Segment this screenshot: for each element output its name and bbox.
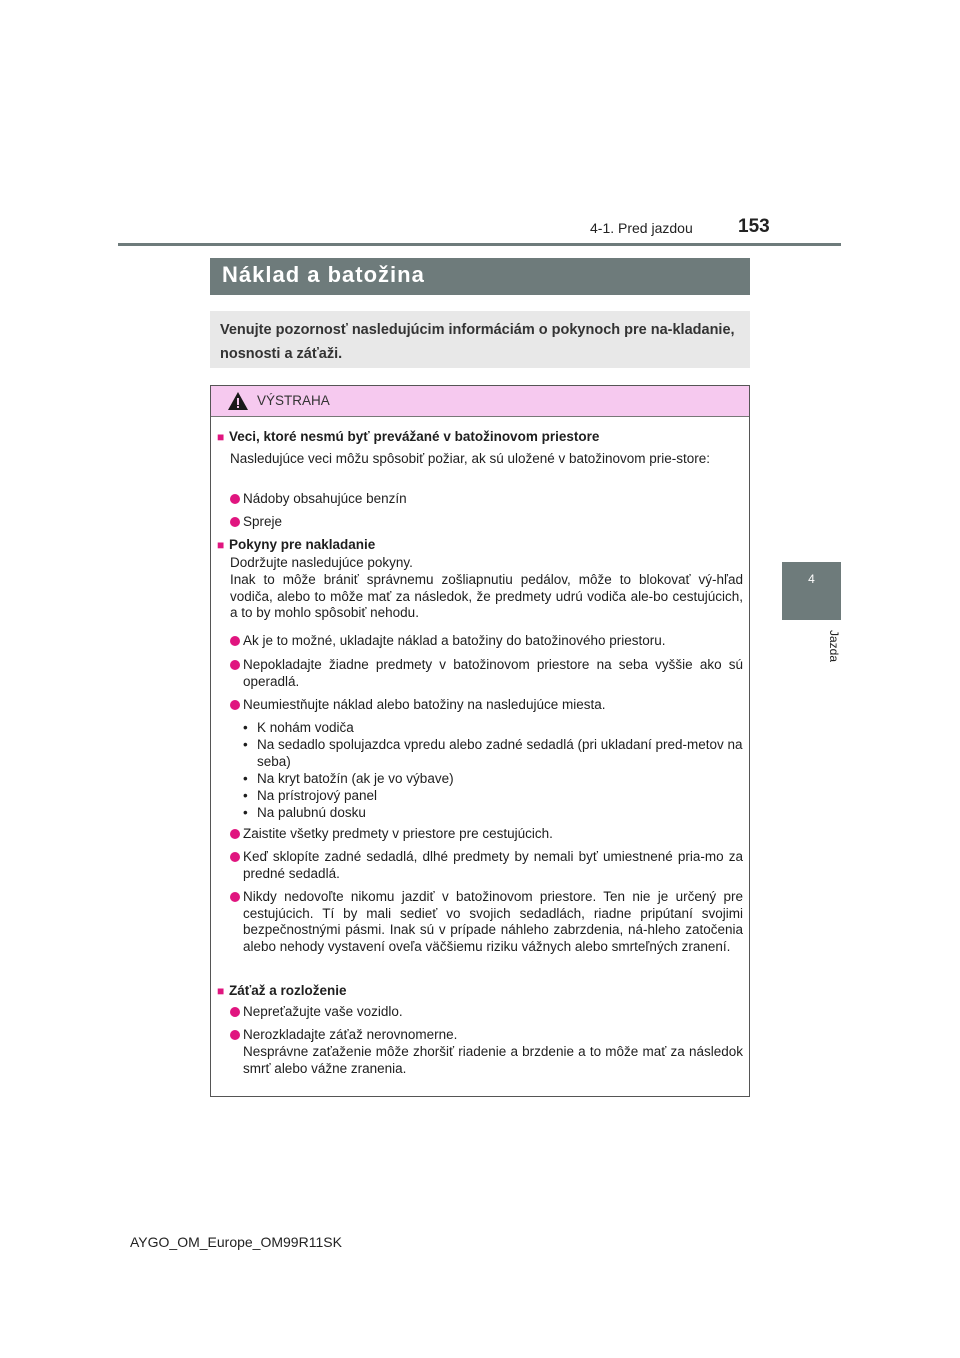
bullet-glyph: • <box>243 737 248 752</box>
dot-bullet-icon <box>230 852 240 862</box>
chapter-number: 4 <box>808 572 815 586</box>
list-item <box>230 1004 743 1021</box>
sub-list-item <box>243 788 743 805</box>
square-bullet-icon: ■ <box>217 430 225 444</box>
section-heading <box>217 983 347 1000</box>
bullet-glyph: • <box>243 771 248 786</box>
sub-list-text: Na sedadlo spolujazdca vpredu alebo zadné sedadlá (pri ukladaní pred-metov na seba) <box>257 737 743 769</box>
intro-text: Venujte pozornosť nasledujúcim informáciám o pokynoch pre na-kladanie, nosnosti a záťaži. <box>220 322 735 362</box>
sub-list-item <box>243 805 743 822</box>
dot-bullet-icon <box>230 660 240 670</box>
section-heading-text: Veci, ktoré nesmú byť prevážané v batožinovom priestore <box>229 429 600 444</box>
footer-doc-id: AYGO_OM_Europe_OM99R11SK <box>130 1234 342 1250</box>
header-rule <box>118 243 841 246</box>
list-item <box>230 1027 743 1044</box>
chapter-label: Jazda <box>827 630 841 663</box>
list-item <box>230 826 743 843</box>
list-item <box>230 633 743 650</box>
section-heading-text: Pokyny pre nakladanie <box>229 537 376 552</box>
bullet-glyph: • <box>243 805 248 820</box>
page-title-bar <box>210 258 750 295</box>
paragraph: Nasledujúce veci môžu spôsobiť požiar, ak sú uložené v batožinovom prie-store: <box>230 451 711 466</box>
section-heading-text: Záťaž a rozloženie <box>229 983 347 998</box>
list-item-text: Nepokladajte žiadne predmety v batožinovom priestore na seba vyššie ako sú operadlá. <box>243 657 743 689</box>
warning-icon <box>227 391 249 411</box>
list-item-text: Nádoby obsahujúce benzín <box>243 491 407 506</box>
section-heading <box>217 537 375 554</box>
bullet-glyph: • <box>243 720 248 735</box>
dot-bullet-icon <box>230 517 240 527</box>
dot-bullet-icon <box>230 636 240 646</box>
paragraph: Inak to môže brániť správnemu zošliapnutiu pedálov, môže to blokovať vý-hľad vodiča, alebo to môže mať za následok, že predmety udrú vodiča ale-bo cestujúcich, a to by mohlo spôsobiť nehodu. <box>230 572 743 621</box>
list-item-text: Nerozkladajte záťaž nerovnomerne. <box>243 1027 458 1042</box>
dot-bullet-icon <box>230 892 240 902</box>
list-item <box>230 849 743 882</box>
sub-list-text: Na prístrojový panel <box>257 788 378 803</box>
section-heading <box>217 429 599 446</box>
list-item <box>230 889 743 955</box>
square-bullet-icon: ■ <box>217 984 225 998</box>
dot-bullet-icon <box>230 494 240 504</box>
dot-bullet-icon <box>230 700 240 710</box>
list-item-text: Ak je to možné, ukladajte náklad a batožiny do batožinového priestoru. <box>243 633 666 648</box>
dot-bullet-icon <box>230 829 240 839</box>
list-item-text: Nepreťažujte vaše vozidlo. <box>243 1004 403 1019</box>
paragraph: Dodržujte nasledujúce pokyny. <box>230 555 413 570</box>
sub-list-text: Na kryt batožín (ak je vo výbave) <box>257 771 454 786</box>
warning-header <box>211 386 749 417</box>
header-section-title: 4-1. Pred jazdou <box>590 220 693 236</box>
chapter-tab <box>782 562 841 620</box>
sub-list-text: K nohám vodiča <box>257 720 354 735</box>
sub-list-item <box>243 720 743 737</box>
warning-box <box>210 385 750 1097</box>
dot-bullet-icon <box>230 1007 240 1017</box>
page-number: 153 <box>738 216 770 237</box>
list-item <box>230 697 743 714</box>
list-item-text: Neumiestňujte náklad alebo batožiny na nasledujúce miesta. <box>243 697 606 712</box>
list-item-text: Spreje <box>243 514 283 529</box>
sub-list-item <box>243 737 743 770</box>
intro-box <box>210 311 750 368</box>
list-item-text: Keď sklopíte zadné sedadlá, dlhé predmety by nemali byť umiestnené pria-mo za predné sedadlá. <box>243 849 743 881</box>
sub-list-item <box>243 771 743 788</box>
list-item <box>230 491 743 508</box>
list-item <box>230 657 743 690</box>
list-item-text: Nikdy nedovoľte nikomu jazdiť v batožinovom priestore. Ten nie je určený pre cestujúcich. Tí by mali sedieť vo svojich sedadlách, riadne pripútaní svojimi bezpečnostnými pásmi. Inak sú v prípade náhleho zabrzdenia, ná-hleho zatočenia alebo nehody vystavení oveľa väčšiemu riziku vážnych alebo smrteľných zranení. <box>243 889 743 954</box>
page-title: Náklad a batožina <box>222 262 425 287</box>
paragraph: Nesprávne zaťaženie môže zhoršiť riadenie a brzdenie a to môže mať za následok smrť alebo vážne zranenia. <box>243 1044 743 1076</box>
warning-label: VÝSTRAHA <box>257 393 330 408</box>
list-item <box>230 514 743 531</box>
list-item-text: Zaistite všetky predmety v priestore pre cestujúcich. <box>243 826 553 841</box>
bullet-glyph: • <box>243 788 248 803</box>
square-bullet-icon: ■ <box>217 538 225 552</box>
dot-bullet-icon <box>230 1030 240 1040</box>
sub-list-text: Na palubnú dosku <box>257 805 366 820</box>
